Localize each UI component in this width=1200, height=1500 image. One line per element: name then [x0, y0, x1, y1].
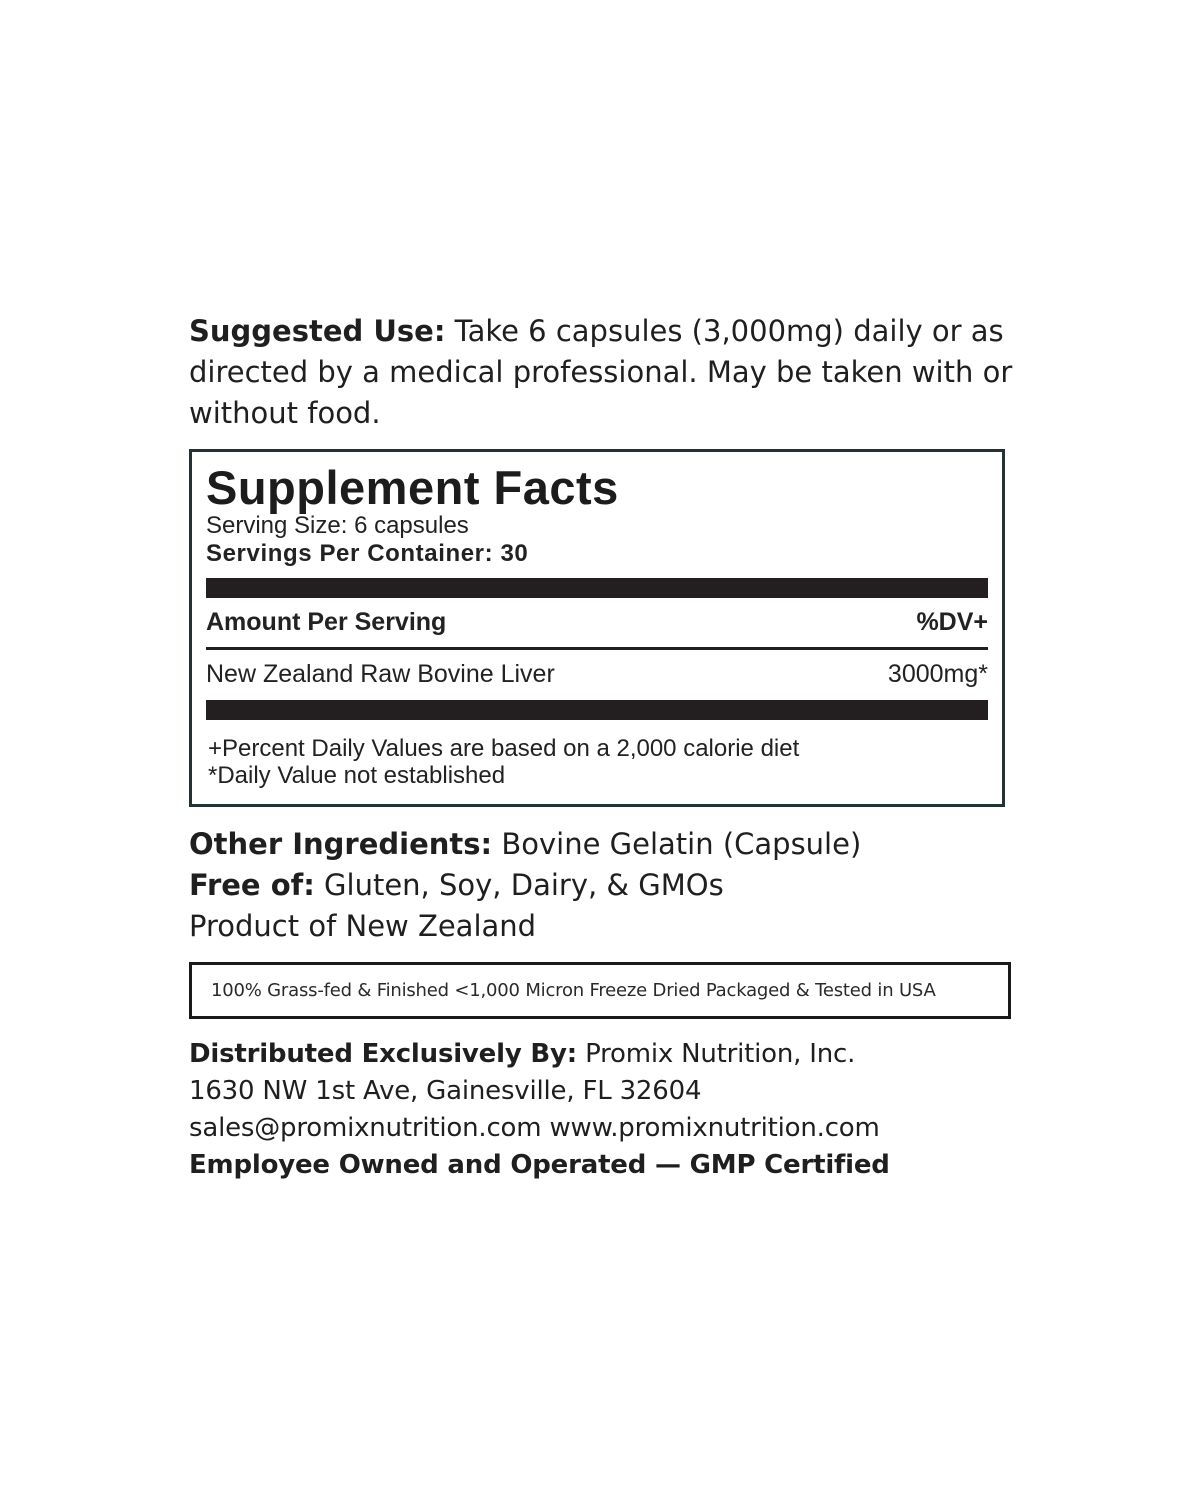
- ingredient-name: New Zealand Raw Bovine Liver: [206, 660, 555, 688]
- ingredients-block: [189, 824, 861, 947]
- amount-per-serving-label: Amount Per Serving: [206, 608, 447, 636]
- servings-per-container: Servings Per Container: 30: [206, 540, 529, 567]
- supplement-facts-panel: [189, 449, 1005, 807]
- quality-badge-box: [189, 962, 1011, 1019]
- thin-divider: [206, 647, 988, 650]
- ingredient-amount: 3000mg*: [887, 660, 988, 688]
- supplement-facts-title: Supplement Facts: [206, 461, 619, 514]
- distributor-tagline: Employee Owned and Operated — GMP Certified: [189, 1150, 890, 1180]
- distributor-line: [189, 1036, 890, 1073]
- thick-divider-top: [206, 578, 988, 598]
- other-ingredients: [189, 824, 861, 865]
- free-of-text: Gluten, Soy, Dairy, & GMOs: [314, 868, 724, 902]
- thick-divider-bottom: [206, 700, 988, 720]
- serving-size: Serving Size: 6 capsules: [206, 512, 469, 539]
- suggested-use-label: Suggested Use:: [189, 314, 446, 348]
- other-ingredients-label: Other Ingredients:: [189, 827, 493, 861]
- other-ingredients-text: Bovine Gelatin (Capsule): [492, 827, 862, 861]
- quality-badge-text: 100% Grass-fed & Finished <1,000 Micron Freeze Dried Packaged & Tested in USA: [211, 980, 936, 1001]
- suggested-use: [189, 311, 1019, 434]
- product-origin: Product of New Zealand: [189, 909, 537, 943]
- free-of: [189, 865, 861, 906]
- distributor-name: Promix Nutrition, Inc.: [577, 1039, 856, 1069]
- distributor-contact: sales@promixnutrition.com www.promixnutrition.com: [189, 1113, 880, 1143]
- suggested-use-text: Take 6 capsules (3,000mg) daily or as directed by a medical professional. May be taken with or without food.: [189, 314, 1013, 430]
- daily-value-label: %DV+: [916, 608, 988, 636]
- footnote-percent-dv: +Percent Daily Values are based on a 2,000 calorie diet: [208, 735, 800, 762]
- distributor-label: Distributed Exclusively By:: [189, 1039, 577, 1069]
- free-of-label: Free of:: [189, 868, 315, 902]
- footnote-dv-not-established: *Daily Value not established: [208, 762, 506, 789]
- distributor-address: 1630 NW 1st Ave, Gainesville, FL 32604: [189, 1076, 702, 1106]
- distributor-block: [189, 1036, 890, 1184]
